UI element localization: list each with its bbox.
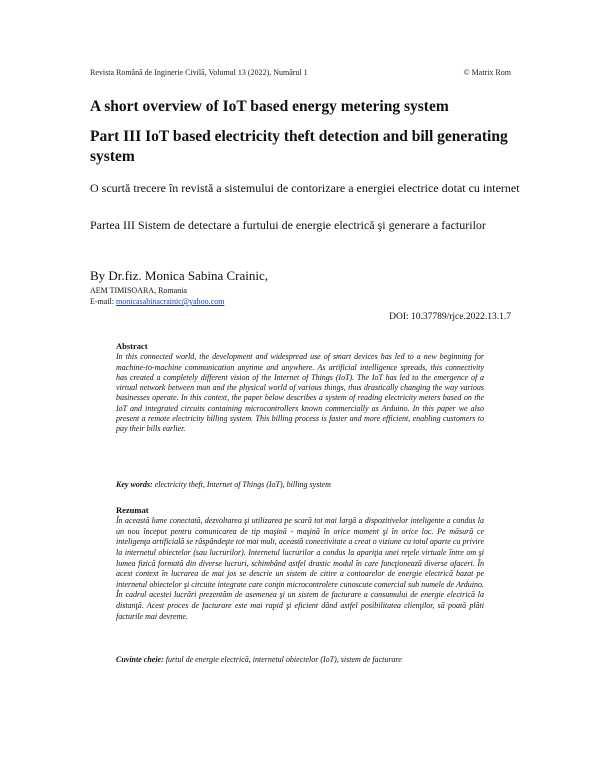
rezumat-section xyxy=(116,505,484,622)
copyright-notice: © Matrix Rom xyxy=(463,68,511,77)
romanian-main-title: O scurtă trecere în revistă a sistemului de contorizare a energiei electrice dotat cu internet xyxy=(90,181,520,195)
email-link[interactable]: monicasabinacrainic@yahoo.com xyxy=(116,297,225,306)
rezumat-text: În această lume conectată, dezvoltarea şi utilizarea pe scară tot mai largă a dispozitivelor inteligente a condus la un nou început pentru comunicarea de tip maşină - maşină în orice moment şi în orice loc. Pe măsură ce inteligenţa artificială se răspândeşte tot mai mult, această conectivitate a creat o viziune cu totul aparte cu privire la internetul obiectelor (sau lucrurilor). Internetul lucrurilor a condus la apariţia unei reţele virtuale între om şi lumea fizică formată din diverse lucruri, schimbând astfel drastic modul în care funcţionează diverse afaceri. În acest context în lucrarea de mai jos se descrie un sistem de citire a contoarelor de energie electrică bazat pe internetul obiectelor şi circuite integrate care conţin microcontrolere cunoscute comercial sub numele de Arduino. În cadrul acestei lucrări prezentăm de asemenea şi un sistem de facturare a consumului de energie electrică la distanţă. Acest proces de facturare este mai rapid şi eficient dând astfel posibilitatea clienţilor, să poată plăti facturile mai devreme. xyxy=(116,516,484,621)
cuvinte-cheie-label: Cuvinte cheie: xyxy=(116,655,164,664)
doi: DOI: 10.37789/rjce.2022.13.1.7 xyxy=(389,312,511,322)
part-title: Part III IoT based electricity theft detection and bill generating system xyxy=(90,128,508,165)
email-line xyxy=(90,296,224,307)
cuvinte-cheie-text: furtul de energie electrică, internetul obiectelor (IoT), sistem de facturare xyxy=(163,655,402,664)
rezumat-heading: Rezumat xyxy=(116,505,149,515)
keywords xyxy=(116,480,484,490)
author-byline: By Dr.fiz. Monica Sabina Crainic, xyxy=(90,268,268,283)
author-affiliation-block xyxy=(90,285,224,307)
keywords-label: Key words: xyxy=(116,480,153,489)
affiliation: AEM TIMISOARA, Romania xyxy=(90,286,187,295)
main-title: A short overview of IoT based energy metering system xyxy=(90,98,449,115)
keywords-text: electricity theft, Internet of Things (IoT), billing system xyxy=(152,480,331,489)
abstract-text: In this connected world, the development and widespread use of smart devices has led to a new beginning for machine-to-machine communication anytime and anywhere. As artificial intelligence spreads, this connectivity has created a completely different vision of the Internet of Things (IoT). The IoT has led to the emergence of a virtual network between man and the physical world of various things, thus drastically changing the way various businesses operate. In this context, the paper below describes a system of reading electricity meters based on the IoT and integrated circuits containing microcontrollers known commercially as Arduino. In this paper we also present a remote electricity billing system. This billing process is faster and more efficient, enabling customers to pay their bills earlier. xyxy=(116,352,484,434)
abstract-heading: Abstract xyxy=(116,341,148,351)
romanian-part-title: Partea III Sistem de detectare a furtului de energie electrică şi generare a facturilor xyxy=(90,218,486,232)
journal-header: Revista Română de Inginerie Civilă, Volumul 13 (2022), Numărul 1 xyxy=(90,68,308,77)
email-label: E-mail: xyxy=(90,297,116,306)
cuvinte-cheie xyxy=(116,655,484,665)
abstract-section xyxy=(116,341,484,435)
